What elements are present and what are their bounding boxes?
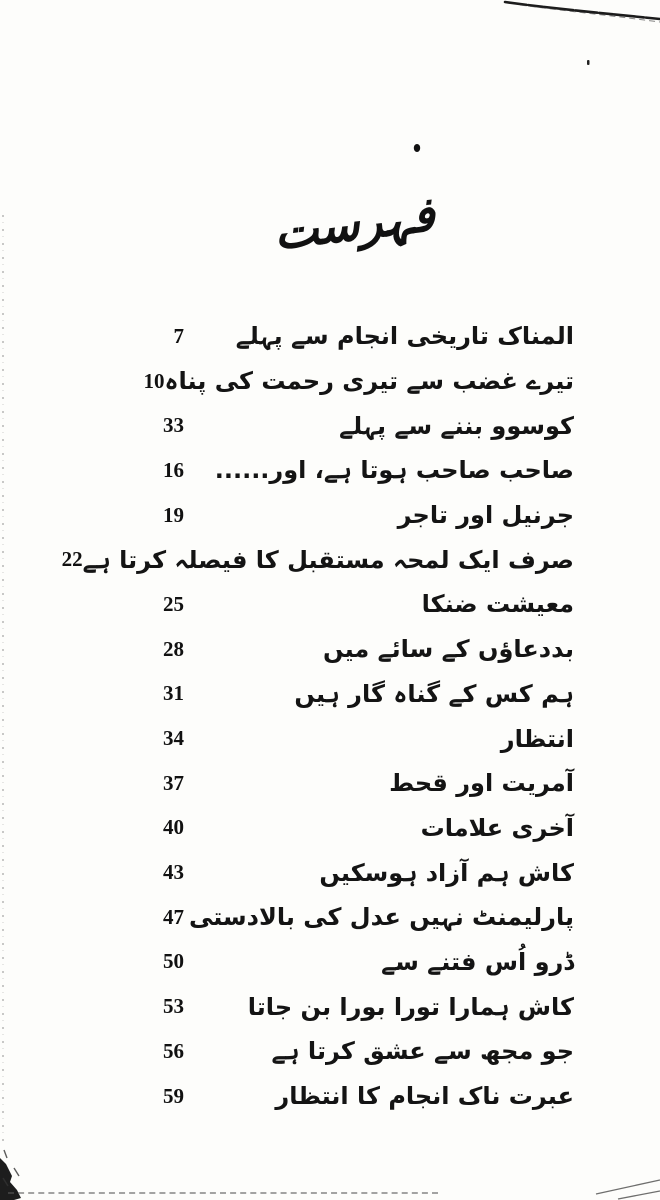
toc-entry-page-number: 43 [163,860,184,885]
toc-entry-title: تیرے غضب سے تیری رحمت کی پناہ [164,367,574,396]
toc-entry-row [61,537,574,582]
toc-entry-row [150,940,574,985]
scan-blotch-spurs [3,1150,19,1186]
toc-entry-page-number: 28 [163,636,184,661]
toc-entry-page-number: 19 [163,502,184,527]
toc-entry-title: المناک تاریخی انجام سے پہلے [235,322,574,351]
toc-entry-row [150,493,574,538]
toc-entry-row [150,314,574,359]
toc-entry-page-number: 34 [163,726,184,751]
toc-entry-title: ہم کس کے گناہ گار ہیں [294,679,574,708]
toc-entry-page-number: 56 [163,1038,184,1063]
toc-entry-title: معیشت ضنکا [421,590,574,619]
toc-entry-page-number: 25 [163,591,184,616]
scan-fold-line [8,1192,438,1194]
toc-entry-row [150,1029,574,1074]
toc-entry-title: عبرت ناک انجام کا انتظار [275,1082,574,1111]
toc-entry-title: بددعاؤں کے سائے میں [322,635,574,664]
toc-entry-title: پارلیمنٹ نہیں عدل کی بالادستی [188,903,574,932]
toc-entry-row [150,806,574,851]
toc-entry-page-number: 31 [163,681,184,706]
scan-left-edge-speckle [2,215,4,1145]
stray-ink-dot [414,144,420,152]
toc-entry-row [150,448,574,493]
toc-entry-page-number: 47 [163,904,184,929]
toc-entry-page-number: 10 [143,368,165,393]
toc-entry-row [150,984,574,1029]
toc-entry-page-number: 53 [163,994,184,1019]
toc-entry-title: آمریت اور قحط [389,769,574,798]
toc-entry-title: ڈرو اُس فتنے سے [381,947,574,976]
toc-entry-title: کاش ہمارا تورا بورا بن جاتا [247,992,574,1021]
toc-entry-page-number: 7 [173,323,184,348]
toc-entry-page-number: 22 [61,547,83,572]
toc-entry-row [150,582,574,627]
toc-entry-title: کاش ہم آزاد ہوسکیں [319,858,574,887]
toc-entry-title: انتظار [500,724,574,753]
toc-entry-title: جو مجھ سے عشق کرتا ہے [271,1037,574,1066]
toc-entry-row [150,403,574,448]
toc-entry-title: جرنیل اور تاجر [397,501,574,530]
toc-list [61,314,574,1118]
toc-entry-row [150,627,574,672]
toc-entry-row [150,672,574,717]
toc-entry-row [150,850,574,895]
toc-entry-row [150,761,574,806]
toc-entry-title: آخری علامات [420,813,574,842]
toc-entry-page-number: 37 [163,770,184,795]
toc-entry-title: صاحب صاحب ہوتا ہے، اور...... [214,456,574,485]
toc-entry-row [150,1074,574,1119]
scan-edge-line-top-right [505,2,660,19]
tiny-speck [587,60,590,65]
toc-entry-page-number: 50 [163,949,184,974]
toc-entry-row [150,895,574,940]
toc-entry-title: صرف ایک لمحہ مستقبل کا فیصلہ کرتا ہے [82,545,574,574]
toc-entry-row [143,359,574,404]
toc-entry-page-number: 40 [163,815,184,840]
toc-entry-page-number: 33 [163,413,184,438]
scan-edge-line-top-right-rough [520,5,660,22]
scan-edge-lines-bottom-right [596,1180,660,1199]
page-title: فہرست [270,187,438,262]
toc-entry-title: کوسوو بننے سے پہلے [339,411,574,440]
toc-entry-row [150,716,574,761]
toc-entry-page-number: 59 [163,1083,184,1108]
toc-entry-page-number: 16 [163,457,184,482]
